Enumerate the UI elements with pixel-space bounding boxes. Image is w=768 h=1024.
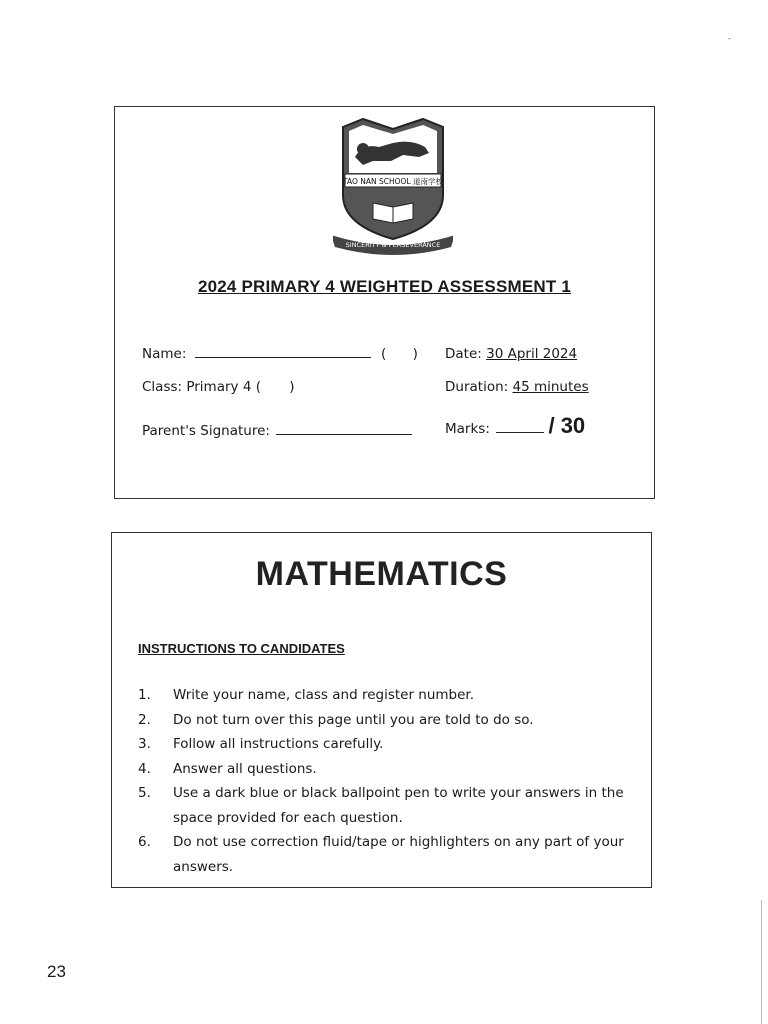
scan-mark: - — [728, 34, 731, 43]
name-blank — [195, 356, 371, 358]
instruction-item: 5. Use a dark blue or black ballpoint pen to write your answers in the space provided for each question. — [138, 785, 624, 826]
instructions-heading: INSTRUCTIONS TO CANDIDATES — [138, 641, 345, 656]
duration-value: 45 minutes — [512, 379, 589, 395]
class-label: Class: Primary 4 ( — [142, 379, 261, 395]
register-paren-close: ) — [412, 346, 418, 362]
marks-blank — [496, 431, 544, 433]
marks-total: / 30 — [548, 413, 586, 438]
date-label: Date: — [445, 346, 482, 362]
marks-field — [445, 413, 585, 439]
name-field — [142, 346, 418, 362]
instruction-item: 1. Write your name, class and register number. — [138, 687, 475, 703]
marks-label: Marks: — [445, 421, 490, 437]
instructions-list — [138, 683, 638, 879]
class-paren-close: ) — [289, 379, 295, 395]
school-crest-logo — [333, 117, 453, 257]
page-number: 23 — [47, 962, 66, 981]
svg-text:TAO NAN SCHOOL 道南学校: TAO NAN SCHOOL 道南学校 — [342, 177, 444, 186]
duration-label: Duration: — [445, 379, 509, 395]
instructions-box — [111, 532, 652, 888]
date-field — [445, 346, 577, 362]
signature-label: Parent's Signature: — [142, 423, 270, 439]
scan-edge-line — [761, 900, 762, 1024]
instruction-item: 6. Do not use correction fluid/tape or highlighters on any part of your answers. — [138, 834, 624, 875]
signature-field — [142, 423, 412, 439]
assessment-title: 2024 PRIMARY 4 WEIGHTED ASSESSMENT 1 — [197, 277, 572, 296]
register-paren-open: ( — [380, 346, 387, 362]
date-value: 30 April 2024 — [486, 346, 578, 362]
instruction-item: 3. Follow all instructions carefully. — [138, 736, 384, 752]
duration-field — [445, 379, 589, 395]
svg-text:SINCERITY & PERSEVERANCE: SINCERITY & PERSEVERANCE — [345, 241, 441, 249]
class-field — [142, 379, 295, 395]
instruction-item: 2. Do not turn over this page until you are told to do so. — [138, 711, 534, 728]
signature-blank — [276, 433, 412, 435]
instruction-item: 4. Answer all questions. — [138, 760, 317, 777]
subject-title: MATHEMATICS — [255, 555, 508, 593]
name-label: Name: — [142, 346, 187, 362]
cover-header-box — [114, 106, 655, 499]
